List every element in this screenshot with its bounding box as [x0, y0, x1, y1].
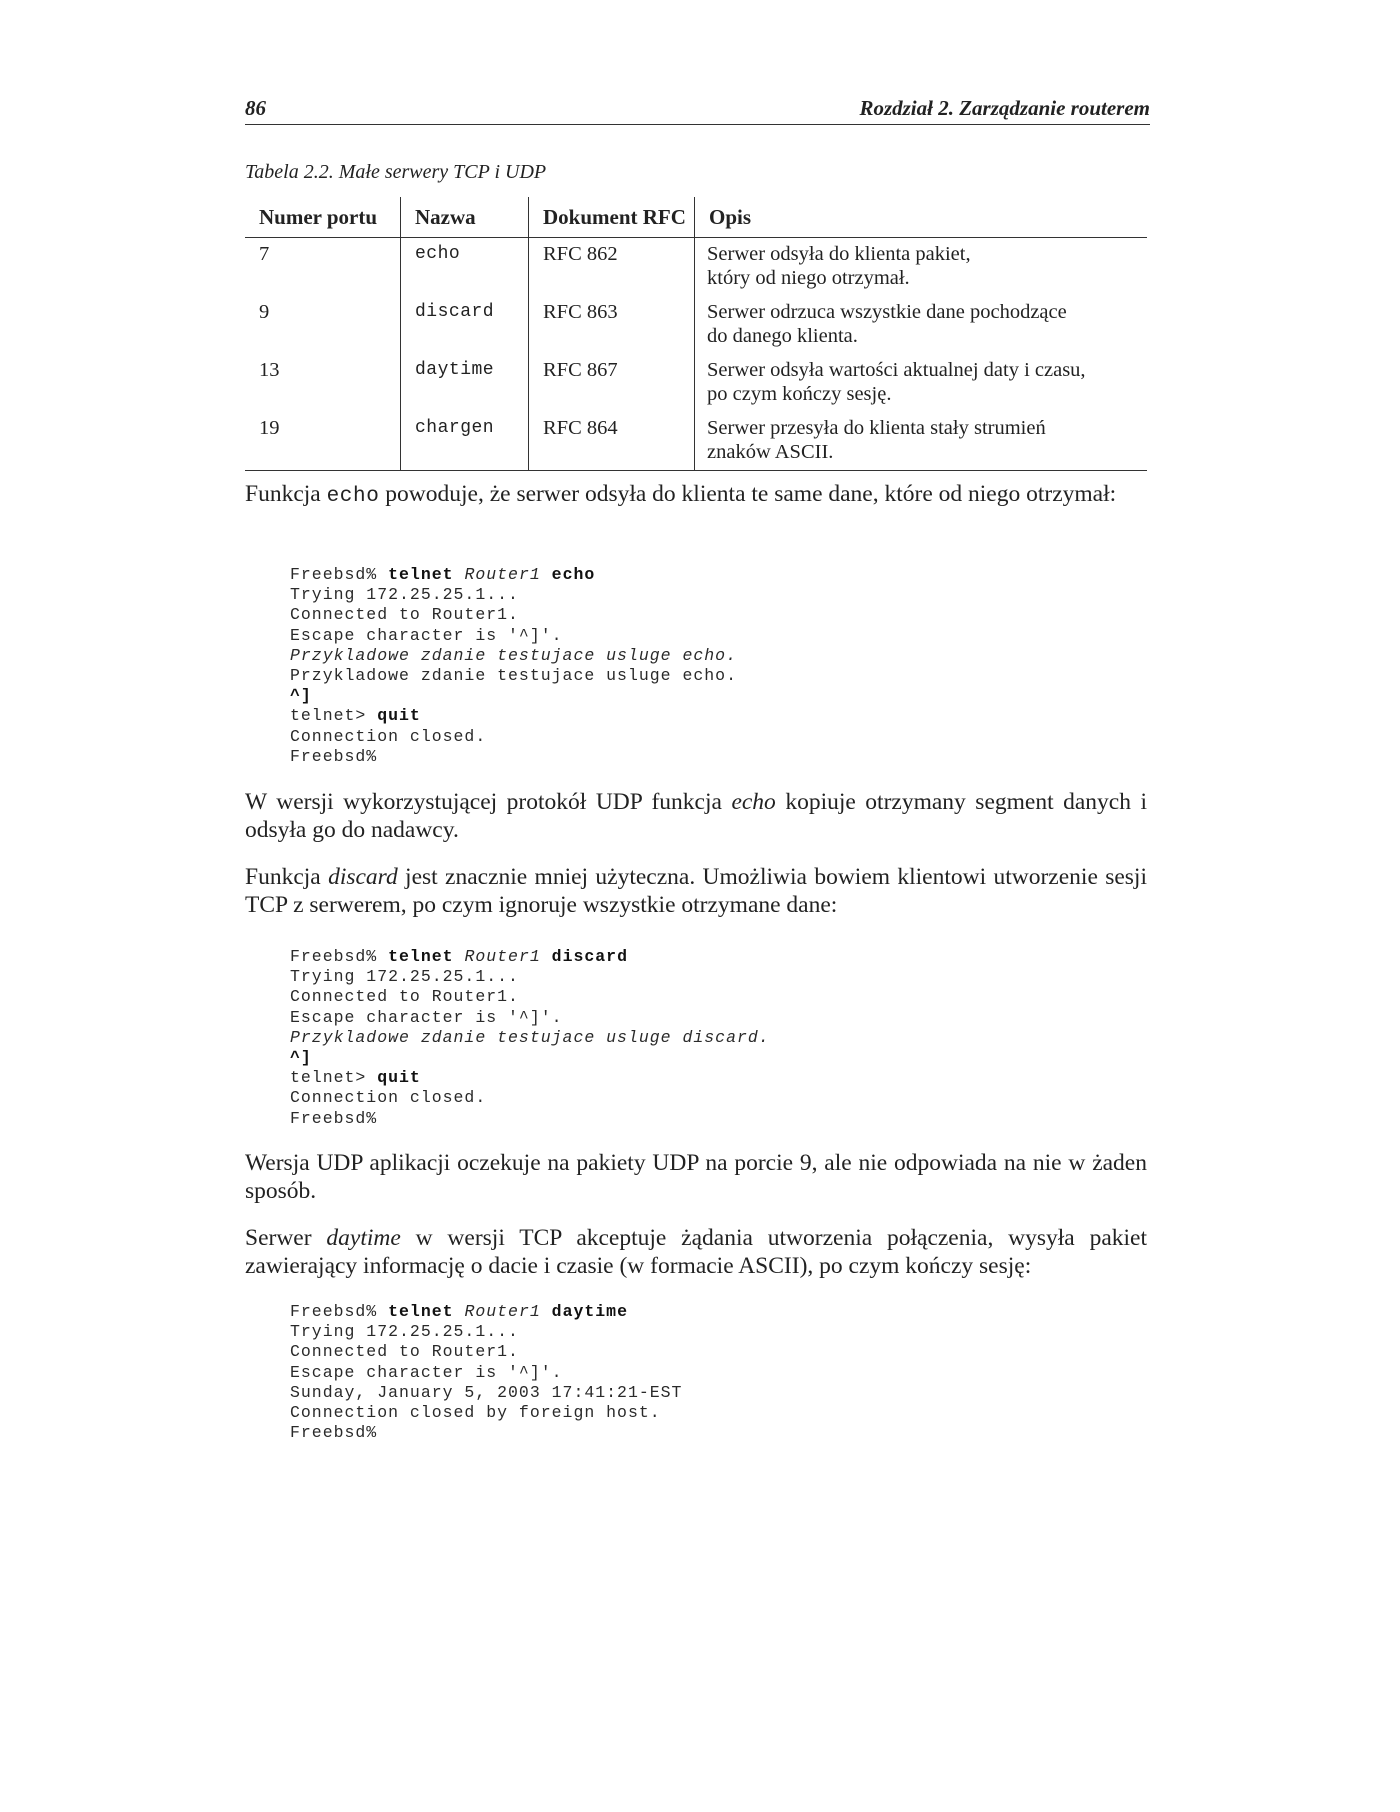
code-line	[290, 947, 770, 967]
paragraph-daytime	[245, 1224, 1147, 1280]
code-line	[290, 686, 737, 706]
code-line	[290, 1068, 770, 1088]
shell-prompt: Freebsd%	[290, 947, 389, 966]
escape-keystroke: ^]	[290, 686, 312, 706]
telnet-prompt: telnet>	[290, 1068, 378, 1088]
code-line: Escape character is '^]'.	[290, 625, 563, 645]
code-block-discard	[290, 947, 770, 1129]
chapter-title: Rozdział 2. Zarządzanie routerem	[859, 96, 1150, 120]
shell-prompt: Freebsd%	[290, 565, 389, 584]
command: telnet	[388, 565, 454, 584]
text-run: Funkcja	[245, 864, 329, 890]
code-line: Freebsd%	[290, 746, 378, 766]
user-input: Przykladowe zdanie testujace usluge echo.	[290, 645, 737, 665]
text-run: powoduje, że serwer odsyła do klienta te same dane, które od niego otrzymał:	[379, 481, 1117, 507]
description-line: po czym kończy sesję.	[707, 383, 892, 405]
service-arg: daytime	[551, 1302, 628, 1321]
service-arg: echo	[551, 565, 596, 584]
paragraph-echo-intro	[245, 480, 1147, 511]
table-caption: Tabela 2.2. Małe serwery TCP i UDP	[245, 161, 547, 183]
name-cell: chargen	[401, 412, 529, 471]
emphasis: discard	[328, 864, 398, 890]
description-line: Serwer odsyła wartości aktualnej daty i czasu,	[707, 359, 1086, 381]
quit-command: quit	[377, 706, 421, 726]
code-line: Escape character is '^]'.	[290, 1007, 563, 1027]
code-line: Freebsd%	[290, 1108, 378, 1128]
table-row	[245, 354, 1147, 412]
table-header-row	[245, 197, 1147, 238]
code-block-daytime	[290, 1302, 682, 1443]
paragraph-echo-udp	[245, 788, 1147, 844]
description-cell	[695, 354, 1148, 412]
code-block-echo	[290, 565, 737, 767]
code-line: Sunday, January 5, 2003 17:41:21-EST	[290, 1382, 683, 1402]
port-cell: 13	[245, 354, 401, 412]
emphasis: echo	[731, 789, 776, 815]
code-line: Trying 172.25.25.1...	[290, 585, 519, 605]
rfc-cell: RFC 864	[529, 412, 695, 471]
description-line: Serwer przesyła do klienta stały strumień	[707, 417, 1046, 439]
user-input: Przykladowe zdanie testujace usluge discard.	[290, 1027, 770, 1047]
code-line: Freebsd%	[290, 1423, 378, 1443]
description-line: znaków ASCII.	[707, 441, 834, 463]
text-run: Serwer	[245, 1225, 327, 1251]
code-line: Escape character is '^]'.	[290, 1362, 563, 1382]
host-arg: Router1	[464, 565, 541, 584]
column-header-name: Nazwa	[401, 197, 529, 238]
inline-code: echo	[326, 485, 380, 508]
table-row	[245, 412, 1147, 471]
name-cell: discard	[401, 296, 529, 354]
name-cell: daytime	[401, 354, 529, 412]
code-line: Connected to Router1.	[290, 987, 519, 1007]
page-number: 86	[245, 96, 266, 120]
code-line: Connection closed.	[290, 1088, 487, 1108]
rfc-cell: RFC 862	[529, 238, 695, 297]
code-line: Connection closed.	[290, 726, 487, 746]
port-cell: 7	[245, 238, 401, 297]
description-line: który od niego otrzymał.	[707, 267, 910, 289]
code-line	[290, 646, 737, 666]
text-run: kopiuje otrzymany segment danych i odsyła go do nadawcy.	[245, 789, 1147, 843]
text-run: jest znacznie mniej użyteczna. Umożliwia bowiem klientowi utworzenie sesji TCP z serwerem, po czym ignoruje wszystkie otrzymane dane:	[245, 864, 1147, 918]
table-row	[245, 296, 1147, 354]
code-line: Connected to Router1.	[290, 1342, 519, 1362]
emphasis: daytime	[326, 1225, 401, 1251]
text-run: Funkcja	[245, 481, 327, 507]
service-arg: discard	[551, 947, 628, 966]
port-cell: 19	[245, 412, 401, 471]
code-line	[290, 1302, 682, 1322]
description-cell	[695, 412, 1148, 471]
quit-command: quit	[377, 1068, 421, 1088]
code-line: Connection closed by foreign host.	[290, 1402, 661, 1422]
text-run: w wersji TCP akceptuje żądania utworzenia połączenia, wysyła pakiet zawierający informację o dacie i czasie (w formacie ASCII), po czym kończy sesję:	[245, 1225, 1147, 1279]
paragraph-discard-udp: Wersja UDP aplikacji oczekuje na pakiety UDP na porcie 9, ale nie odpowiada na nie w żaden sposób.	[245, 1150, 1147, 1204]
host-arg: Router1	[464, 947, 541, 966]
code-line	[290, 1048, 770, 1068]
small-servers-table	[245, 197, 1147, 471]
table-row	[245, 238, 1147, 297]
command: telnet	[388, 947, 454, 966]
rfc-cell: RFC 863	[529, 296, 695, 354]
description-cell	[695, 296, 1148, 354]
description-line: Serwer odsyła do klienta pakiet,	[707, 243, 971, 265]
running-header	[245, 96, 1150, 125]
column-header-port: Numer portu	[245, 197, 401, 238]
description-line: do danego klienta.	[707, 325, 858, 347]
column-header-description: Opis	[695, 197, 1148, 238]
text-run: W wersji wykorzystującej protokół UDP funkcja	[245, 789, 732, 815]
escape-keystroke: ^]	[290, 1047, 312, 1067]
telnet-prompt: telnet>	[290, 706, 378, 726]
code-line	[290, 1028, 770, 1048]
column-header-rfc: Dokument RFC	[529, 197, 695, 238]
code-line: Trying 172.25.25.1...	[290, 1322, 519, 1342]
rfc-cell: RFC 867	[529, 354, 695, 412]
code-line	[290, 706, 737, 726]
code-line: Connected to Router1.	[290, 605, 519, 625]
description-cell	[695, 238, 1148, 297]
code-line	[290, 565, 737, 585]
host-arg: Router1	[464, 1302, 541, 1321]
paragraph-discard	[245, 863, 1147, 919]
code-line: Trying 172.25.25.1...	[290, 967, 519, 987]
code-line: Przykladowe zdanie testujace usluge echo.	[290, 665, 737, 685]
command: telnet	[388, 1302, 454, 1321]
port-cell: 9	[245, 296, 401, 354]
description-line: Serwer odrzuca wszystkie dane pochodzące	[707, 301, 1067, 323]
shell-prompt: Freebsd%	[290, 1302, 389, 1321]
name-cell: echo	[401, 238, 529, 297]
